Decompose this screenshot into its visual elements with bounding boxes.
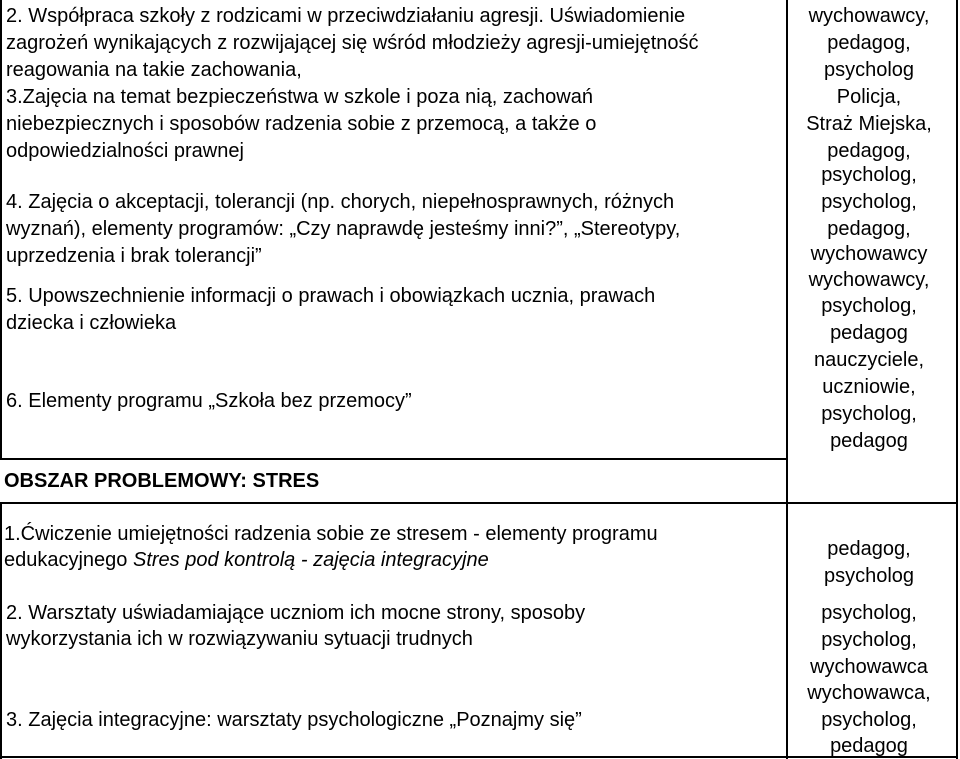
program-title: Stres pod kontrolą - zajęcia integracyjne	[132, 549, 489, 571]
table-rule-section-bottom	[0, 502, 958, 504]
row-text-line: 3. Zajęcia integracyjne: warsztaty psychologiczne „Poznajmy się”	[6, 709, 582, 731]
responsible-label: Policja,	[836, 86, 902, 108]
responsible-label: psycholog,	[821, 191, 917, 213]
responsible-label: wychowawcy,	[808, 269, 930, 291]
row-text-line: 3.Zajęcia na temat bezpieczeństwa w szkole i poza nią, zachowań	[6, 86, 593, 108]
responsible-label: psycholog	[823, 59, 915, 81]
row-text-line: 4. Zajęcia o akceptacji, tolerancji (np. chorych, niepełnosprawnych, różnych	[6, 191, 675, 213]
responsible-label: psycholog,	[821, 164, 917, 186]
responsible-label: Straż Miejska,	[806, 113, 932, 135]
row-text-line: 1.Ćwiczenie umiejętności radzenia sobie ze stresem - elementy programu	[4, 523, 658, 545]
responsible-label: psycholog,	[821, 602, 917, 624]
row-text-line: wyznań), elementy programów: „Czy naprawdę jesteśmy inni?”, „Stereotypy,	[6, 218, 681, 240]
row-text-line: 5. Upowszechnienie informacji o prawach i obowiązkach ucznia, prawach	[6, 285, 656, 307]
responsible-label: wychowawca,	[807, 682, 931, 704]
row-text-plain: edukacyjnego	[4, 549, 133, 571]
responsible-label: uczniowie,	[822, 376, 916, 398]
responsible-label: pedagog,	[827, 140, 911, 162]
table-border-left-bottom	[0, 503, 2, 759]
responsible-label: psycholog,	[821, 295, 917, 317]
row-text-line	[4, 548, 489, 572]
row-text-line: wykorzystania ich w rozwiązywaniu sytuacji trudnych	[6, 628, 473, 650]
responsible-label: nauczyciele,	[813, 349, 925, 371]
row-text-line: dziecka i człowieka	[6, 312, 177, 334]
responsible-label: wychowawcy,	[808, 5, 930, 27]
section-heading: OBSZAR PROBLEMOWY: STRES	[4, 470, 320, 492]
responsible-label: pedagog	[830, 735, 908, 757]
row-text-line: 2. Warsztaty uświadamiające uczniom ich mocne strony, sposoby	[6, 602, 586, 624]
responsible-label: psycholog,	[821, 709, 917, 731]
row-text-line: zagrożeń wynikających z rozwijającej się wśród młodzieży agresji-umiejętność	[6, 32, 699, 54]
row-text-line: 6. Elementy programu „Szkoła bez przemocy”	[6, 390, 412, 412]
table-border-left-top	[0, 0, 2, 459]
responsible-label: pedagog	[830, 322, 908, 344]
responsible-label: psycholog,	[821, 629, 917, 651]
table-rule-section-top	[0, 458, 786, 460]
table-border-right	[956, 0, 958, 759]
row-text-line: niebezpiecznych i sposobów radzenia sobie z przemocą, a także o	[6, 113, 597, 135]
responsible-label: wychowawcy	[810, 243, 928, 265]
responsible-label: psycholog	[823, 565, 915, 587]
responsible-label: pedagog,	[827, 218, 911, 240]
responsible-label: pedagog,	[827, 32, 911, 54]
responsible-label: pedagog	[830, 430, 908, 452]
row-text-line: reagowania na takie zachowania,	[6, 59, 302, 81]
responsible-label: psycholog,	[821, 403, 917, 425]
responsible-label: wychowawca	[810, 656, 928, 678]
row-text-line: odpowiedzialności prawnej	[6, 140, 244, 162]
responsible-label: pedagog,	[827, 538, 911, 560]
row-text-line: 2. Współpraca szkoły z rodzicami w przeciwdziałaniu agresji. Uświadomienie	[6, 5, 686, 27]
row-text-line: uprzedzenia i brak tolerancji”	[6, 245, 262, 267]
